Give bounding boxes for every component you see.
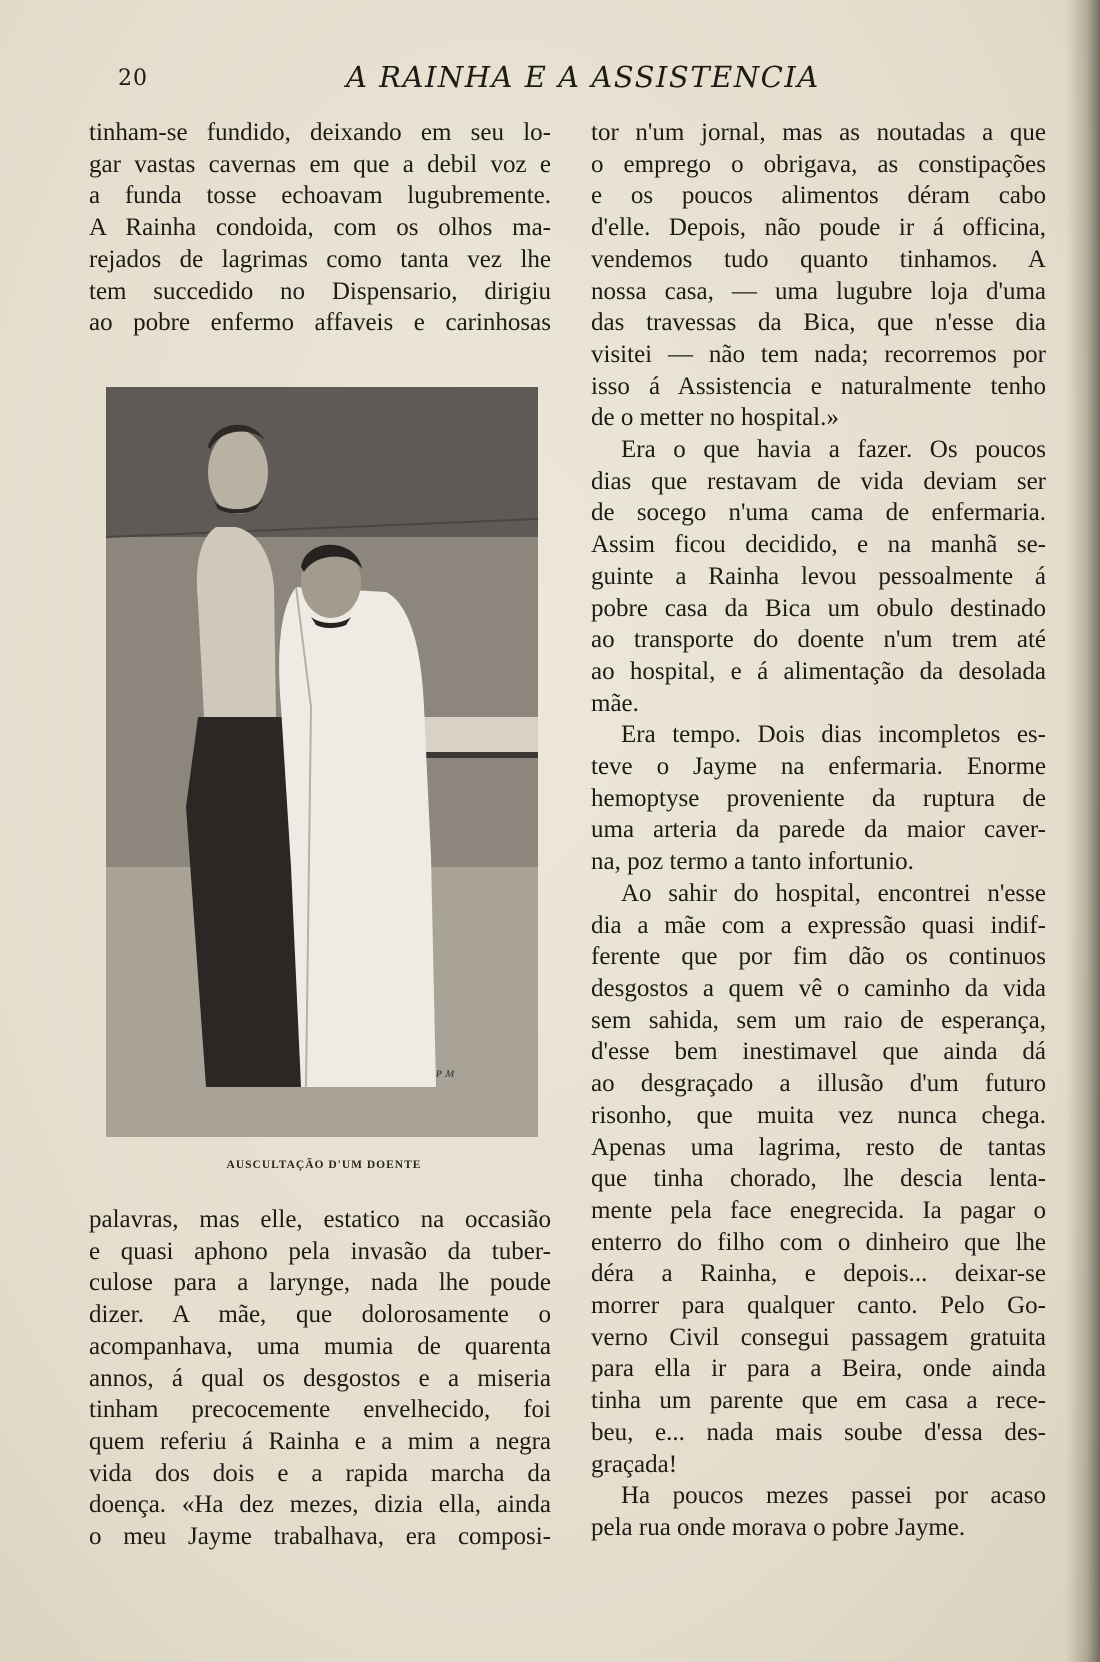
text-line: annos, á qual os desgostos e a miseria [89, 1364, 551, 1392]
text-line: acompanhava, uma mumia de quarenta [89, 1332, 551, 1360]
text-line: das travessas da Bica, que n'esse dia [591, 309, 1046, 337]
text-line: pela rua onde morava o pobre Jayme. [591, 1513, 966, 1541]
binding-shadow [1066, 0, 1100, 1662]
text-line: enterro do filho com o dinheiro que lhe [591, 1228, 1046, 1256]
left-column-bottom-text [89, 1204, 551, 1553]
text-line: Era tempo. Dois dias incompletos es- [621, 721, 1046, 749]
text-line: gar vastas cavernas em que a debil voz e [89, 150, 551, 178]
text-line: pobre casa da Bica um obulo destinado [591, 594, 1046, 622]
text-line: ao pobre enfermo affaveis e carinhosas [89, 309, 551, 337]
text-line: na, poz termo a tanto infortunio. [591, 848, 914, 876]
text-line: Assim ficou decidido, e na manhã se- [591, 531, 1046, 559]
text-line: vendemos tudo quanto tinhamos. A [591, 245, 1046, 273]
page-number: 20 [118, 66, 148, 91]
text-line: verno Civil consegui passagem gratuita [591, 1323, 1046, 1351]
text-line: dias que restavam de vida deviam ser [591, 467, 1046, 495]
text-line: doença. «Ha dez mezes, dizia ella, ainda [89, 1491, 551, 1519]
text-line: e os poucos alimentos déram cabo [591, 182, 1046, 210]
paragraph [591, 434, 1046, 719]
text-line: guinte a Rainha levou pessoalmente á [591, 562, 1046, 590]
text-line: que tinha chorado, lhe descia lenta- [591, 1165, 1046, 1193]
right-column-text [591, 117, 1046, 1544]
text-line: beu, e... nada mais soube d'essa des- [591, 1418, 1046, 1446]
paragraph [591, 719, 1046, 878]
text-line: A Rainha condoida, com os olhos ma- [89, 214, 551, 242]
text-line: tinha um parente que em casa a rece- [591, 1387, 1046, 1415]
page-header [118, 60, 1048, 100]
figure-caption: AUSCULTAÇÃO D'UM DOENTE [226, 1159, 422, 1171]
text-line: ferente que por fim dão os continuos [591, 943, 1046, 971]
photograph-doctor-examining-patient [106, 387, 538, 1137]
text-line: d'elle. Depois, não poude ir á officina, [591, 214, 1046, 242]
text-line: déra a Rainha, e depois... deixar-se [591, 1260, 1046, 1288]
running-title: A RAINHA E A ASSISTENCIA [346, 60, 820, 94]
text-line: de socego n'uma cama de enfermaria. [591, 499, 1046, 527]
text-line: sem sahida, sem um raio de esperança, [591, 1006, 1046, 1034]
text-line: risonho, que muita vez nunca chega. [591, 1101, 1046, 1129]
text-line: tinham precocemente envelhecido, foi [89, 1396, 551, 1424]
svg-text:ᴘ ᴍ: ᴘ ᴍ [436, 1066, 454, 1081]
text-line: de o metter no hospital.» [591, 404, 839, 432]
text-line: graçada! [591, 1450, 678, 1478]
text-line: ao desgraçado a illusão d'um futuro [591, 1070, 1046, 1098]
text-line: palavras, mas elle, estatico na occasião [89, 1206, 551, 1233]
text-line: nossa casa, — uma lugubre loja d'uma [591, 277, 1046, 305]
text-line: ao hospital, e á alimentação da desolada [591, 657, 1046, 685]
text-line: uma arteria da parede da maior caver- [591, 816, 1046, 844]
text-line: culose para a larynge, nada lhe poude [89, 1269, 551, 1297]
text-line: isso á Assistencia e naturalmente tenho [591, 372, 1046, 400]
text-line: d'esse bem inestimavel que ainda dá [591, 1038, 1046, 1066]
paragraph [591, 878, 1046, 1480]
text-line: rejados de lagrimas como tanta vez lhe [89, 245, 551, 273]
paragraph [591, 1480, 1046, 1543]
text-line: visitei — não tem nada; recorremos por [591, 340, 1046, 368]
photo-figure [106, 387, 538, 1137]
photo-illustration [106, 387, 538, 1137]
text-line: o meu Jayme trabalhava, era composi- [89, 1523, 551, 1551]
text-line: Ao sahir do hospital, encontrei n'esse [621, 879, 1046, 907]
text-line: para ella ir para a Beira, onde ainda [591, 1355, 1046, 1383]
text-line: mente pela face enegrecida. Ia pagar o [591, 1196, 1046, 1224]
text-line: ao transporte do doente n'um trem até [591, 626, 1046, 654]
text-line: hemoptyse proveniente da ruptura de [591, 784, 1046, 812]
left-column-top-text [89, 117, 551, 339]
text-line: dia a mãe com a expressão quasi indif- [591, 911, 1046, 939]
text-line: tor n'um jornal, mas as noutadas a que [591, 119, 1046, 146]
text-line: desgostos a quem vê o caminho da vida [591, 974, 1046, 1002]
text-line: Ha poucos mezes passei por acaso [621, 1482, 1046, 1510]
text-line: mãe. [591, 689, 639, 717]
text-line: tinham-se fundido, deixando em seu lo- [89, 119, 551, 146]
text-line: vida dos dois e a rapida marcha da [89, 1459, 551, 1487]
text-line: tem succedido no Dispensario, dirigiu [89, 277, 551, 305]
text-line: e quasi aphono pela invasão da tuber- [89, 1237, 551, 1265]
text-line: teve o Jayme na enfermaria. Enorme [591, 753, 1046, 781]
text-line: Apenas uma lagrima, resto de tantas [591, 1133, 1046, 1161]
text-line: o emprego o obrigava, as constipações [591, 150, 1046, 178]
text-line: dizer. A mãe, que dolorosamente o [89, 1301, 551, 1329]
text-line: Era o que havia a fazer. Os poucos [621, 436, 1046, 464]
text-line: morrer para qualquer canto. Pelo Go- [591, 1292, 1046, 1320]
text-line: a funda tosse echoavam lugubremente. [89, 182, 551, 210]
text-line: quem referiu á Rainha e a mim a negra [89, 1427, 551, 1455]
paragraph [591, 117, 1046, 434]
